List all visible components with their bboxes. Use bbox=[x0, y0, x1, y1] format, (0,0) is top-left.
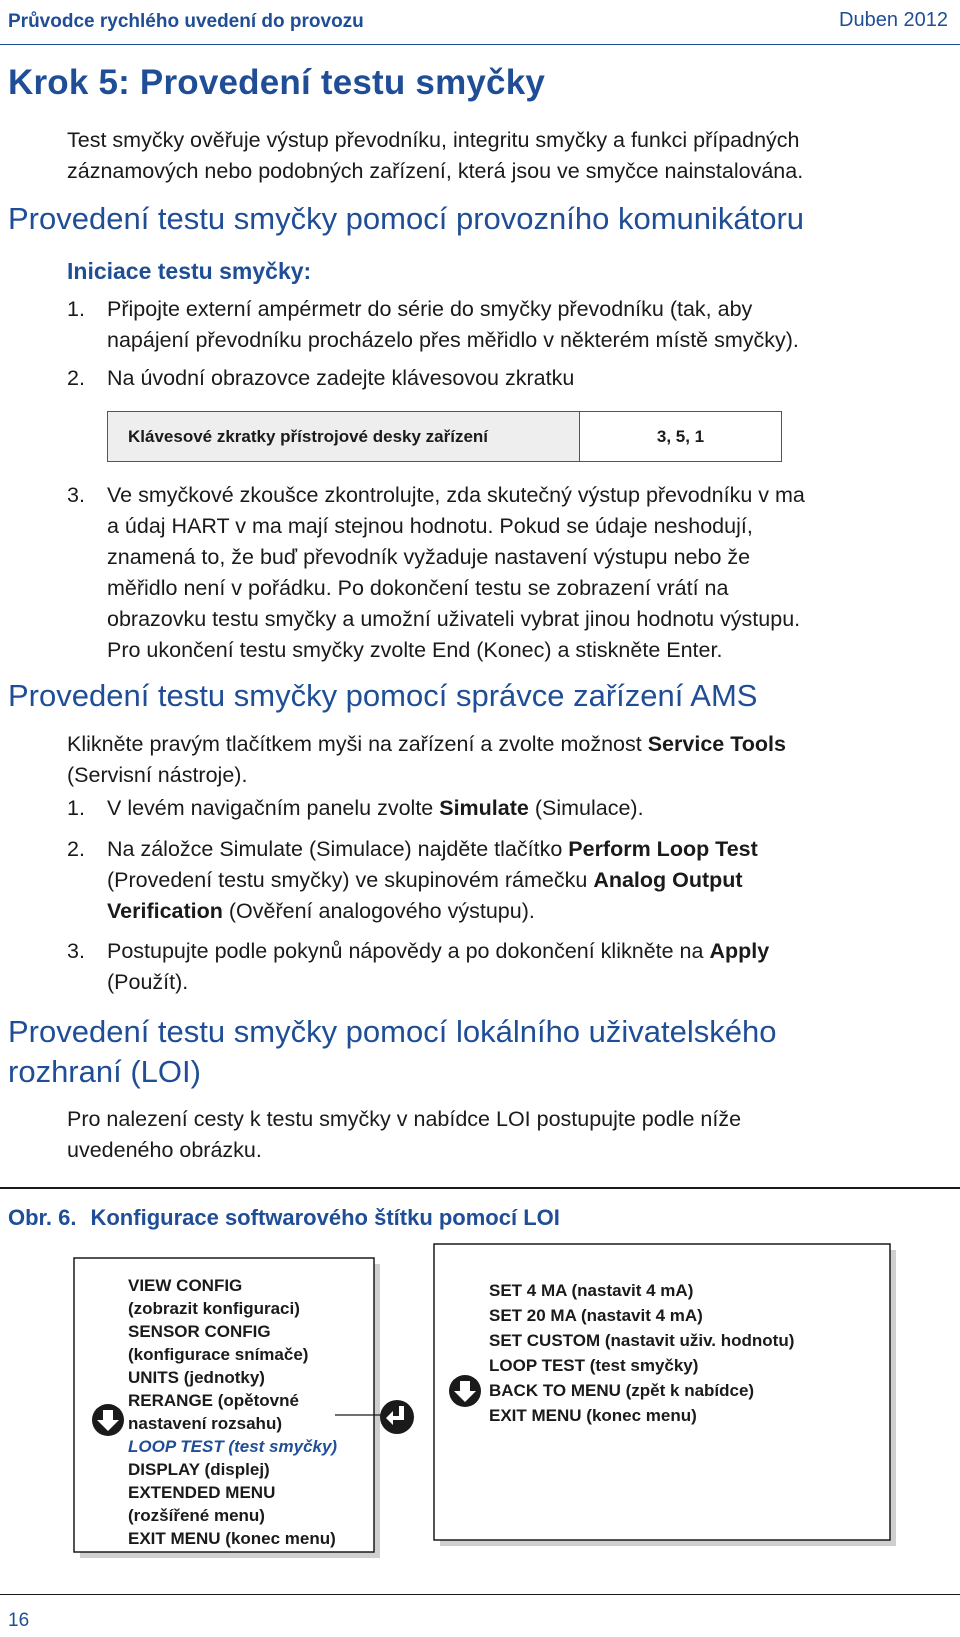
section-heading-loi bbox=[8, 1012, 777, 1092]
step-text bbox=[107, 793, 644, 824]
menu-item: UNITS (jednotky) bbox=[128, 1368, 265, 1387]
scroll-down-icon bbox=[448, 1374, 482, 1408]
subheading-initiate-loop-test: Iniciace testu smyčky: bbox=[67, 258, 312, 284]
menu-item: SET 20 MA (nastavit 4 mA) bbox=[489, 1306, 703, 1325]
menu-item: LOOP TEST (test smyčky) bbox=[128, 1437, 338, 1456]
menu-item: EXIT MENU (konec menu) bbox=[128, 1529, 336, 1548]
text-run: Klikněte pravým tlačítkem myši na zařízení a zvolte možnost bbox=[67, 732, 648, 756]
text-run-bold: Service Tools bbox=[647, 732, 786, 756]
menu-item: LOOP TEST (test smyčky) bbox=[489, 1356, 699, 1375]
text-run-bold: Perform Loop Test bbox=[568, 837, 758, 861]
menu-item: VIEW CONFIG (zobrazit konfiguraci) bbox=[128, 1276, 300, 1318]
step-line: obrazovku testu smyčky a umožní uživateli vybrat jinou hodnotu výstupu. bbox=[107, 607, 801, 631]
step-line: napájení převodníku procházelo přes měřidlo v některém místě smyčky). bbox=[107, 328, 799, 352]
menu-item: EXIT MENU (konec menu) bbox=[489, 1406, 697, 1425]
enter-icon bbox=[379, 1399, 415, 1435]
text-run: V levém navigačním panelu zvolte bbox=[107, 796, 440, 820]
shortcut-value: 3, 5, 1 bbox=[656, 426, 705, 446]
step-number: 3. bbox=[67, 939, 85, 963]
step-line: měřidlo není v pořádku. Po dokončení testu se zobrazení vrátí na bbox=[107, 576, 729, 600]
text-run: (Použít). bbox=[107, 970, 189, 994]
menu-item: RERANGE (opětovné nastavení rozsahu) bbox=[128, 1391, 299, 1433]
step-text bbox=[107, 294, 799, 356]
text-run-bold: Analog Output bbox=[593, 868, 743, 892]
step-line: a údaj HART v ma mají stejnou hodnotu. Pokud se údaje neshodují, bbox=[107, 514, 753, 538]
menu-item: SET CUSTOM (nastavit uživ. hodnotu) bbox=[489, 1331, 795, 1350]
menu-item: EXTENDED MENU (rozšířené menu) bbox=[128, 1483, 276, 1525]
ams-intro bbox=[67, 729, 786, 791]
section-heading-field-communicator: Provedení testu smyčky pomocí provozního komunikátoru bbox=[8, 201, 805, 236]
menu-item: SET 4 MA (nastavit 4 mA) bbox=[489, 1281, 694, 1300]
heading-line: Provedení testu smyčky pomocí lokálního uživatelského bbox=[8, 1014, 777, 1049]
text-run: Postupujte podle pokynů nápovědy a po dokončení klikněte na bbox=[107, 939, 710, 963]
shortcut-table bbox=[107, 411, 782, 462]
menu-item: BACK TO MENU (zpět k nabídce) bbox=[489, 1381, 755, 1400]
intro-line: záznamových nebo podobných zařízení, která jsou ve smyčce nainstalována. bbox=[67, 159, 804, 183]
text-line: uvedeného obrázku. bbox=[67, 1138, 262, 1162]
footer-rule bbox=[0, 1594, 960, 1595]
text-run: (Simulace). bbox=[528, 796, 644, 820]
menu-list-main bbox=[128, 1274, 337, 1550]
menu-item: SENSOR CONFIG (konfigurace snímače) bbox=[128, 1322, 309, 1364]
intro-text bbox=[67, 125, 803, 187]
heading-line: rozhraní (LOI) bbox=[8, 1054, 201, 1089]
text-run: (Ověření analogového výstupu). bbox=[222, 899, 535, 923]
page-number: 16 bbox=[8, 1610, 30, 1631]
step-number: 1. bbox=[67, 297, 85, 321]
text-run: (Provedení testu smyčky) ve skupinovém rámečku bbox=[107, 868, 594, 892]
step-number: 2. bbox=[67, 366, 85, 390]
step-line: znamená to, že buď převodník vyžaduje nastavení výstupu nebo že bbox=[107, 545, 751, 569]
step-text bbox=[107, 834, 758, 927]
step-text bbox=[107, 936, 769, 998]
menu-item: DISPLAY (displej) bbox=[128, 1460, 270, 1479]
guide-title: Průvodce rychlého uvedení do provozu bbox=[8, 11, 364, 32]
intro-line: Test smyčky ověřuje výstup převodníku, integritu smyčky a funkci případných bbox=[67, 128, 800, 152]
step-number: 1. bbox=[67, 796, 85, 820]
text-run: (Servisní nástroje). bbox=[67, 763, 248, 787]
text-run-bold: Apply bbox=[709, 939, 770, 963]
step-number: 3. bbox=[67, 483, 85, 507]
step-line: Připojte externí ampérmetr do série do smyčky převodníku (tak, aby bbox=[107, 297, 753, 321]
text-run-bold: Simulate bbox=[439, 796, 529, 820]
figure-number: Obr. 6. bbox=[8, 1205, 77, 1230]
figure-caption bbox=[8, 1205, 560, 1231]
step-text: Na úvodní obrazovce zadejte klávesovou zkratku bbox=[107, 366, 575, 390]
scroll-down-icon bbox=[91, 1403, 125, 1437]
page-title: Krok 5: Provedení testu smyčky bbox=[8, 63, 546, 102]
header-rule bbox=[0, 44, 960, 45]
step-text bbox=[107, 480, 805, 666]
figure-caption-text: Konfigurace softwarového štítku pomocí LOI bbox=[90, 1205, 560, 1230]
step-line: Pro ukončení testu smyčky zvolte End (Konec) a stiskněte Enter. bbox=[107, 638, 723, 662]
text-run-bold: Verification bbox=[107, 899, 223, 923]
figure-rule bbox=[0, 1187, 960, 1189]
publication-date: Duben 2012 bbox=[839, 9, 948, 31]
section-heading-ams: Provedení testu smyčky pomocí správce zařízení AMS bbox=[8, 678, 758, 713]
step-line: Ve smyčkové zkoušce zkontrolujte, zda skutečný výstup převodníku v ma bbox=[107, 483, 805, 507]
menu-list-loop-test bbox=[489, 1278, 794, 1428]
step-number: 2. bbox=[67, 837, 85, 861]
loi-text bbox=[67, 1104, 741, 1166]
shortcut-label: Klávesové zkratky přístrojové desky zařízení bbox=[108, 412, 580, 461]
text-run: Na záložce Simulate (Simulace) najděte tlačítko bbox=[107, 837, 569, 861]
text-line: Pro nalezení cesty k testu smyčky v nabídce LOI postupujte podle níže bbox=[67, 1107, 742, 1131]
